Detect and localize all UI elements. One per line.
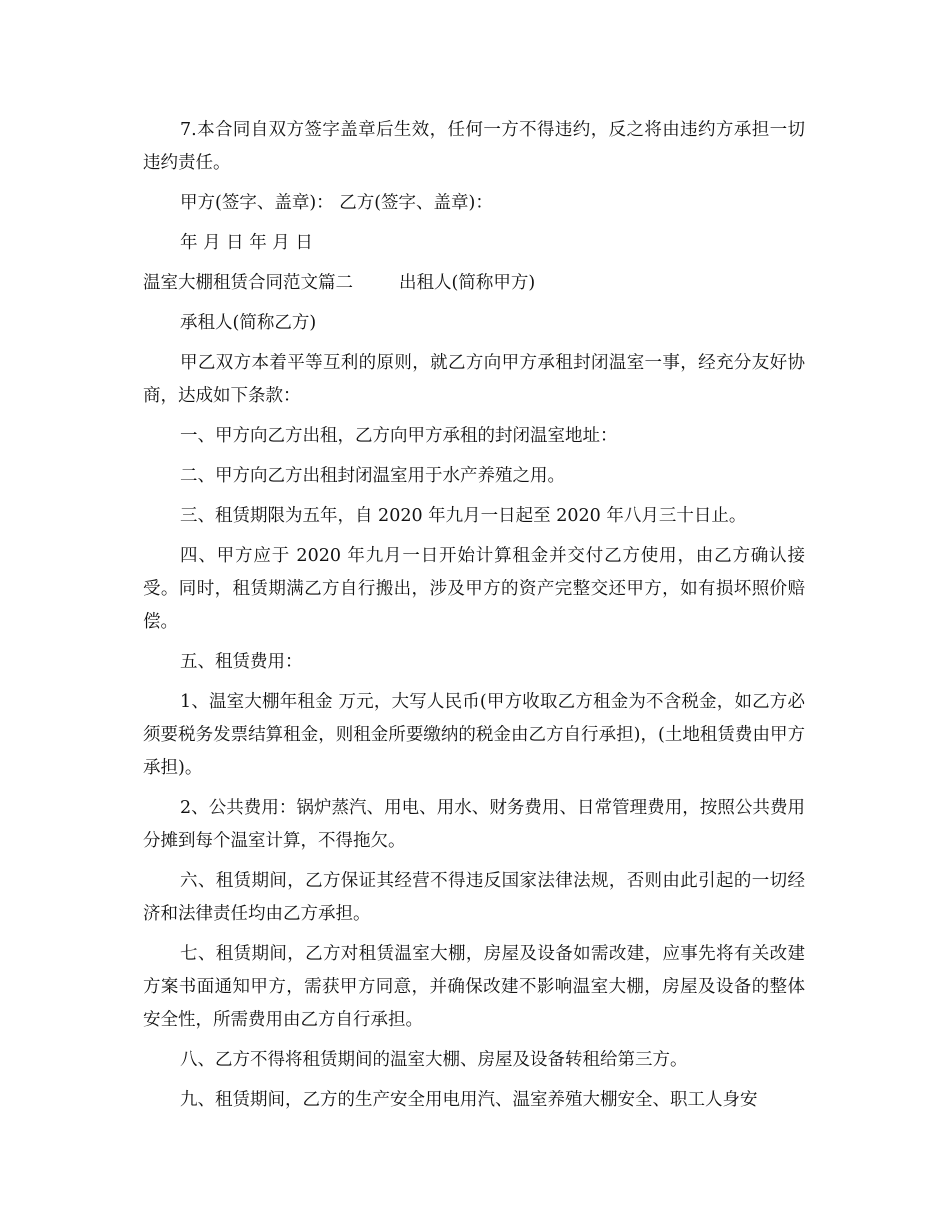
clause-5-2: 2、公共费用：锅炉蒸汽、用电、用水、财务费用、日常管理费用，按照公共费用分摊到每个温室计算，不得拖欠。 xyxy=(143,798,805,851)
contract-title-row xyxy=(143,267,805,300)
clause-7-effectiveness: 7.本合同自双方签字盖章后生效，任何一方不得违约，反之将由违约方承担一切违约责任。 xyxy=(143,120,805,173)
clause-9: 九、租赁期间，乙方的生产安全用电用汽、温室养殖大棚安全、职工人身安 xyxy=(180,1090,758,1110)
signature-line: 甲方(签字、盖章)： 乙方(签字、盖章)： xyxy=(180,193,493,213)
clause-8: 八、乙方不得将租赁期间的温室大棚、房屋及设备转租给第三方。 xyxy=(180,1050,688,1070)
clause-1: 一、甲方向乙方出租，乙方向甲方承租的封闭温室地址： xyxy=(180,426,618,446)
document-body xyxy=(143,114,805,1124)
lessee-label: 承租人(简称乙方) xyxy=(180,313,317,333)
date-line: 年 月 日 年 月 日 xyxy=(180,233,313,253)
clause-5-heading: 五、租赁费用： xyxy=(180,652,303,672)
clause-7: 七、租赁期间，乙方对租赁温室大棚，房屋及设备如需改建，应事先将有关改建方案书面通知甲方，需获甲方同意，并确保改建不影响温室大棚，房屋及设备的整体安全性，所需费用由乙方自行承担。 xyxy=(143,944,805,1030)
preamble: 甲乙双方本着平等互利的原则，就乙方向甲方承租封闭温室一事，经充分友好协商，达成如下条款： xyxy=(143,353,805,406)
clause-5-1: 1、温室大棚年租金 万元，大写人民币(甲方收取乙方租金为不含税金，如乙方必须要税务发票结算租金，则租金所要缴纳的税金由乙方自行承担)，(土地租赁费由甲方承担)。 xyxy=(143,692,805,778)
contract-title: 温室大棚租赁合同范文篇二 xyxy=(143,273,353,293)
clause-4: 四、甲方应于 2020 年九月一日开始计算租金并交付乙方使用，由乙方确认接受。同时，租赁期满乙方自行搬出，涉及甲方的资产完整交还甲方，如有损坏照价赔偿。 xyxy=(143,546,805,632)
clause-2: 二、甲方向乙方出租封闭温室用于水产养殖之用。 xyxy=(180,466,565,486)
clause-3: 三、租赁期限为五年，自 2020 年九月一日起至 2020 年八月三十日止。 xyxy=(180,506,747,526)
lessor-label: 出租人(简称甲方) xyxy=(399,273,536,293)
clause-6: 六、租赁期间，乙方保证其经营不得违反国家法律法规，否则由此引起的一切经济和法律责任均由乙方承担。 xyxy=(143,871,805,924)
